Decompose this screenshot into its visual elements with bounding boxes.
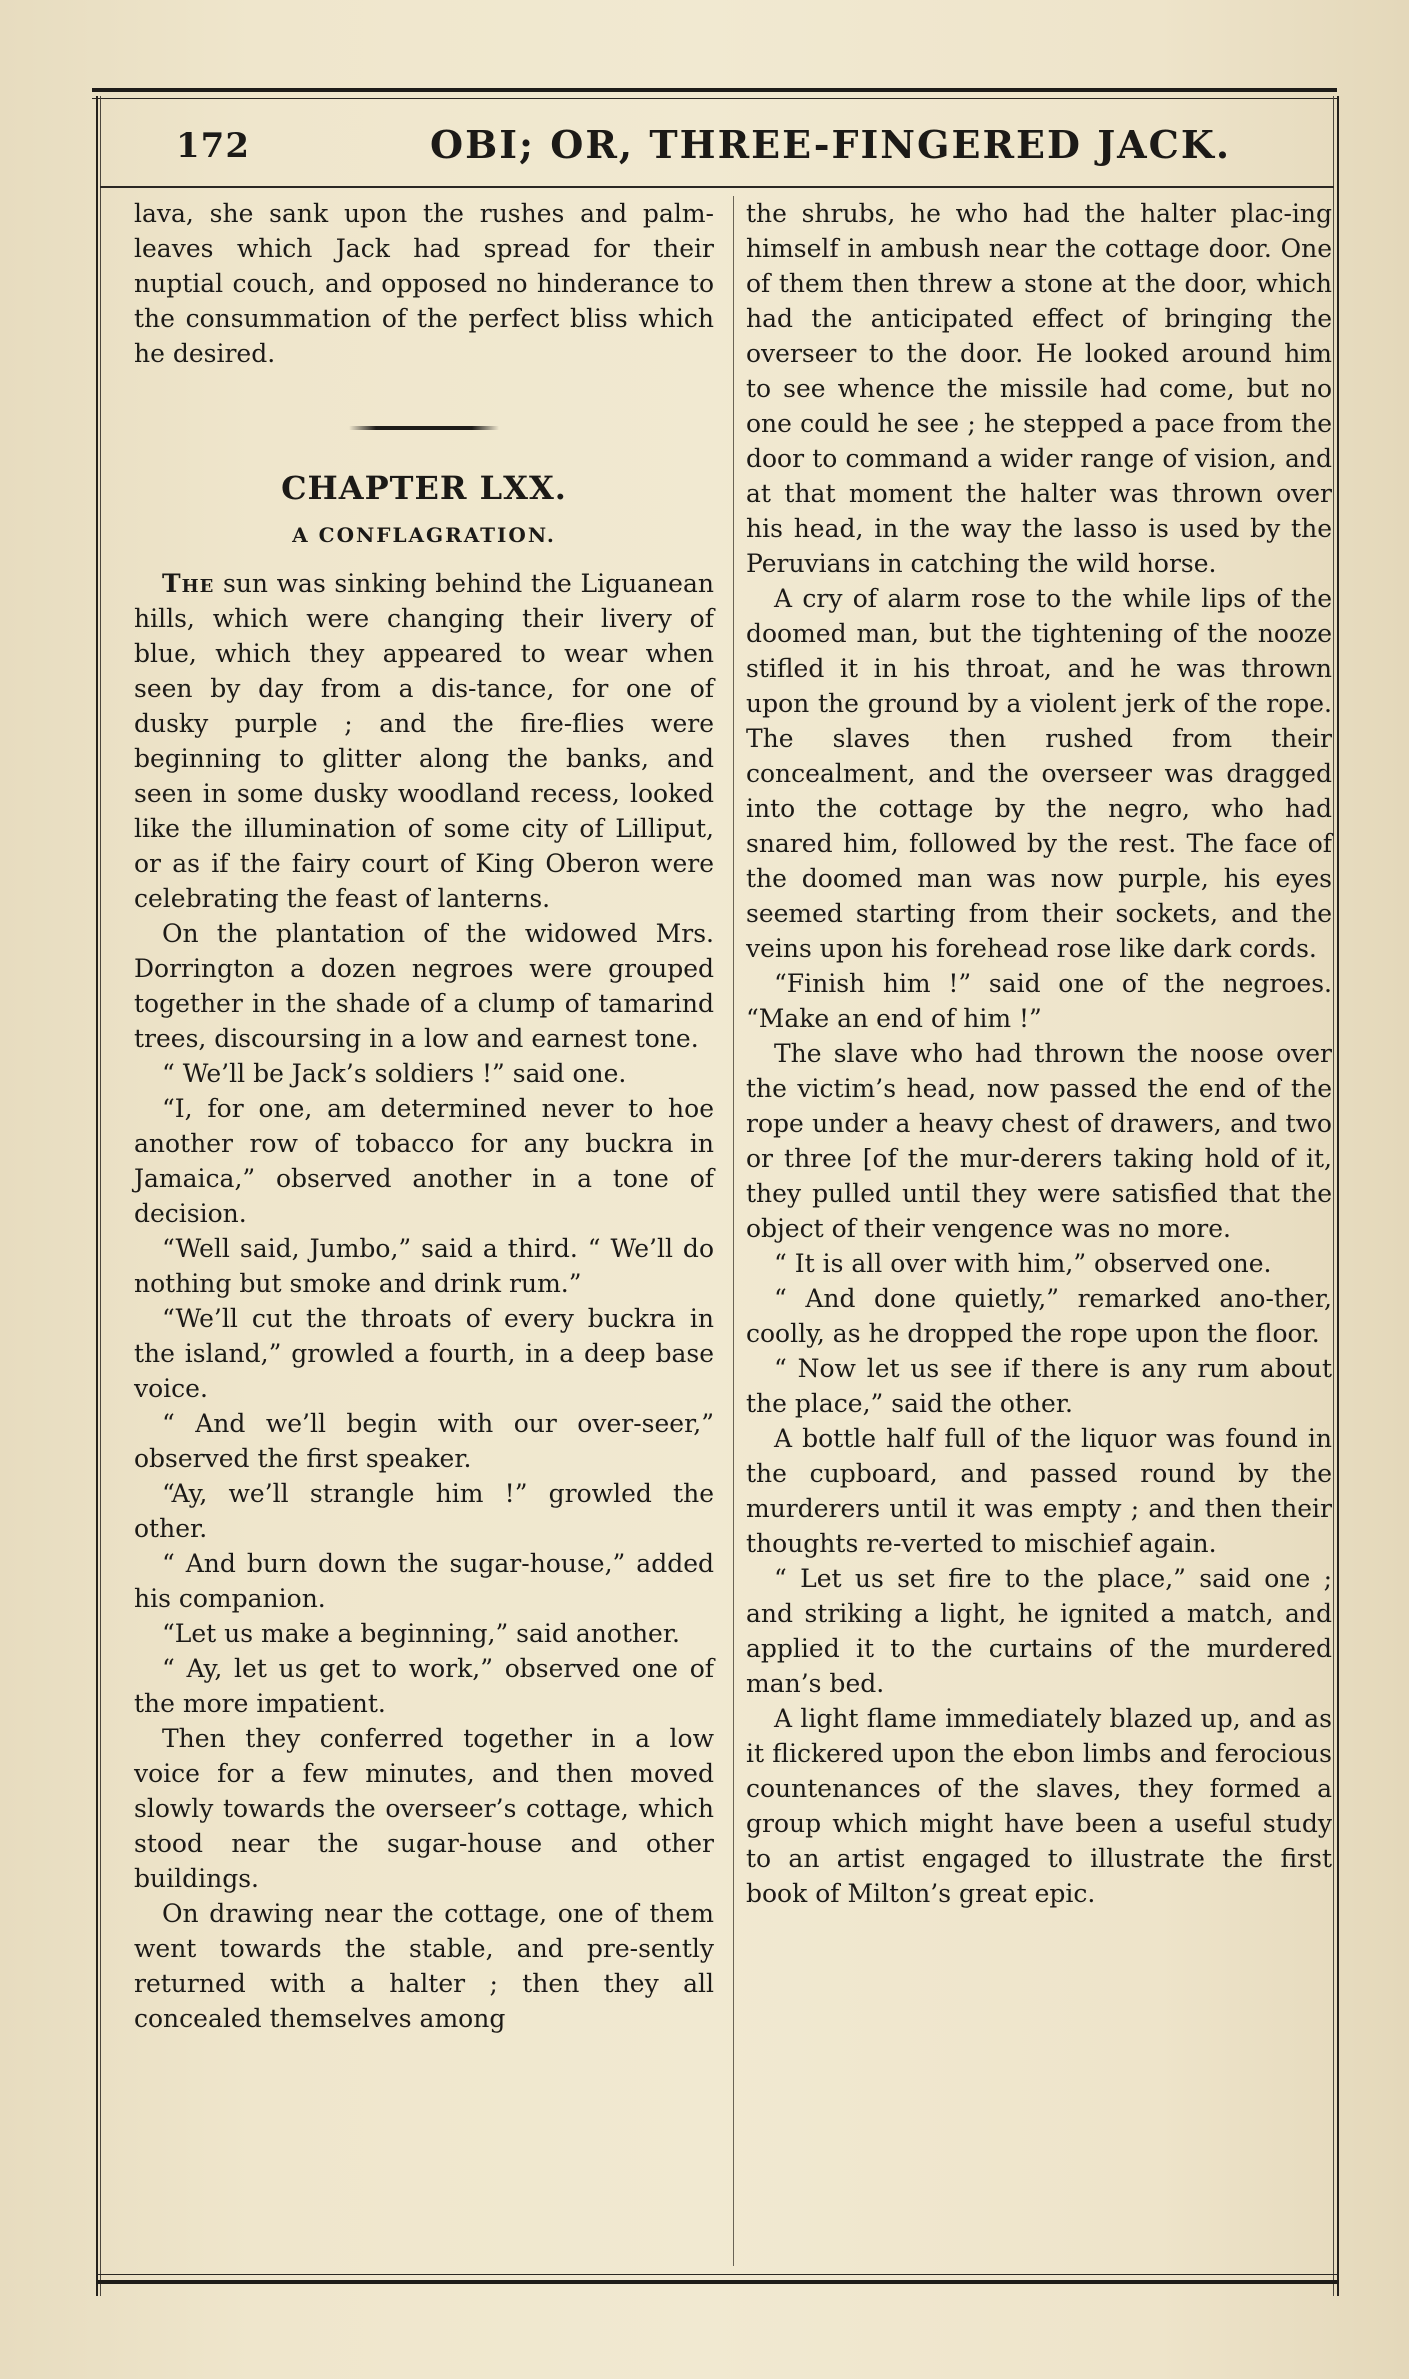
opening-paragraph: the shrubs, he who had the halter plac-ing himself in ambush near the cottage door. One of them then threw a stone at the door, which had the anticipated effect of bringing the overseer to the door. He looked around him to see whence the missile had come, but no one could he see ; he stepped a pace from the door to command a wider range of vision, and at that moment the halter was thrown over his head, in the way the lasso is used by the Peruvians in catching the wild horse. — [746, 199, 1332, 578]
left-border-rule-inner — [100, 96, 101, 2296]
right-border-rule-inner — [1333, 96, 1334, 2296]
header-rule — [100, 186, 1334, 188]
paragraph: “Let us make a beginning,” said another. — [162, 1619, 681, 1648]
paragraph: “ Ay, let us get to work,” observed one of the more impatient. — [134, 1654, 714, 1718]
paragraph-text: sun was sinking behind the Liguanean hills, which were changing their livery of blue, which they appeared to wear when seen by day from a dis-tance, for one of dusky purple ; and the fire-flies were beginning to glitter along the banks, and seen in some dusky woodland recess, looked like the illumination of some city of Lilliput, or as if the fairy court of King Oberon were celebrating the feast of lanterns. — [134, 569, 714, 913]
top-border-rule — [92, 88, 1337, 92]
opening-paragraph: lava, she sank upon the rushes and palm-leaves which Jack had spread for their nuptial couch, and opposed no hinderance to the consummation of the perfect bliss which he desired. — [134, 199, 714, 368]
right-border-rule — [1337, 96, 1339, 2296]
top-border-rule-thin — [92, 98, 1337, 99]
running-title: OBI; OR, THREE-FINGERED JACK. — [430, 122, 1232, 167]
paragraph: On drawing near the cottage, one of them went towards the stable, and pre-sently returned with a halter ; then they all concealed themselves among — [134, 1899, 714, 2033]
first-word: The — [162, 569, 215, 598]
paragraph: “ And burn down the sugar-house,” added his companion. — [134, 1549, 714, 1613]
page-number: 172 — [176, 126, 250, 166]
bottom-border-rule-thin — [96, 2274, 1339, 2275]
paragraph: “Well said, Jumbo,” said a third. “ We’ll do nothing but smoke and drink rum.” — [134, 1234, 714, 1298]
right-column — [746, 196, 1332, 1911]
paragraph: “ Let us set fire to the place,” said one ; and striking a light, he ignited a match, and applied it to the curtains of the murdered man’s bed. — [746, 1564, 1332, 1698]
left-column — [134, 196, 714, 2036]
bottom-border-rule — [96, 2280, 1339, 2284]
paragraph: On the plantation of the widowed Mrs. Dorrington a dozen negroes were grouped together in the shade of a clump of tamarind trees, discoursing in a low and earnest tone. — [134, 919, 714, 1053]
paragraph: A cry of alarm rose to the while lips of the doomed man, but the tightening of the nooze stifled it in his throat, and he was thrown upon the ground by a violent jerk of the rope. The slaves then rushed from their concealment, and the overseer was dragged into the cottage by the negro, who had snared him, followed by the rest. The face of the doomed man was now purple, his eyes seemed starting from their sockets, and the veins upon his forehead rose like dark cords. — [746, 584, 1332, 963]
paragraph: A light flame immediately blazed up, and as it flickered upon the ebon limbs and ferocious countenances of the slaves, they formed a group which might have been a useful study to an artist engaged to illustrate the first book of Milton’s great epic. — [746, 1704, 1332, 1908]
paragraph: The slave who had thrown the noose over the victim’s head, now passed the end of the rope under a heavy chest of drawers, and two or three [of the mur-derers taking hold of it, they pulled until they were satisfied that the object of their vengence was no more. — [746, 1039, 1332, 1243]
paragraph: “Ay, we’ll strangle him !” growled the other. — [134, 1479, 714, 1543]
paragraph: “ Now let us see if there is any rum about the place,” said the other. — [746, 1354, 1332, 1418]
column-divider — [733, 196, 734, 2266]
paragraph: “ We’ll be Jack’s soldiers !” said one. — [162, 1059, 627, 1088]
paragraph: “Finish him !” said one of the negroes. “Make an end of him !” — [746, 969, 1332, 1033]
paragraph: “We’ll cut the throats of every buckra in the island,” growled a fourth, in a deep base voice. — [134, 1304, 714, 1403]
left-border-rule — [96, 96, 98, 2296]
paragraph: “I, for one, am determined never to hoe another row of tobacco for any buckra in Jamaica,” observed another in a tone of decision. — [134, 1094, 714, 1228]
paragraph: A bottle half full of the liquor was found in the cupboard, and passed round by the murderers until it was empty ; and then their thoughts re-verted to mischief again. — [746, 1424, 1332, 1558]
paragraph: “ It is all over with him,” observed one. — [774, 1249, 1272, 1278]
paragraph — [134, 566, 714, 916]
paragraph: “ And we’ll begin with our over-seer,” observed the first speaker. — [134, 1409, 714, 1473]
section-ornament — [349, 426, 499, 430]
paragraph: Then they conferred together in a low voice for a few minutes, and then moved slowly towards the overseer’s cottage, which stood near the sugar-house and other buildings. — [134, 1724, 714, 1893]
paragraph: “ And done quietly,” remarked ano-ther, coolly, as he dropped the rope upon the floor. — [746, 1284, 1332, 1348]
chapter-subtitle: A CONFLAGRATION. — [292, 523, 556, 547]
chapter-title: CHAPTER LXX. — [281, 469, 567, 507]
